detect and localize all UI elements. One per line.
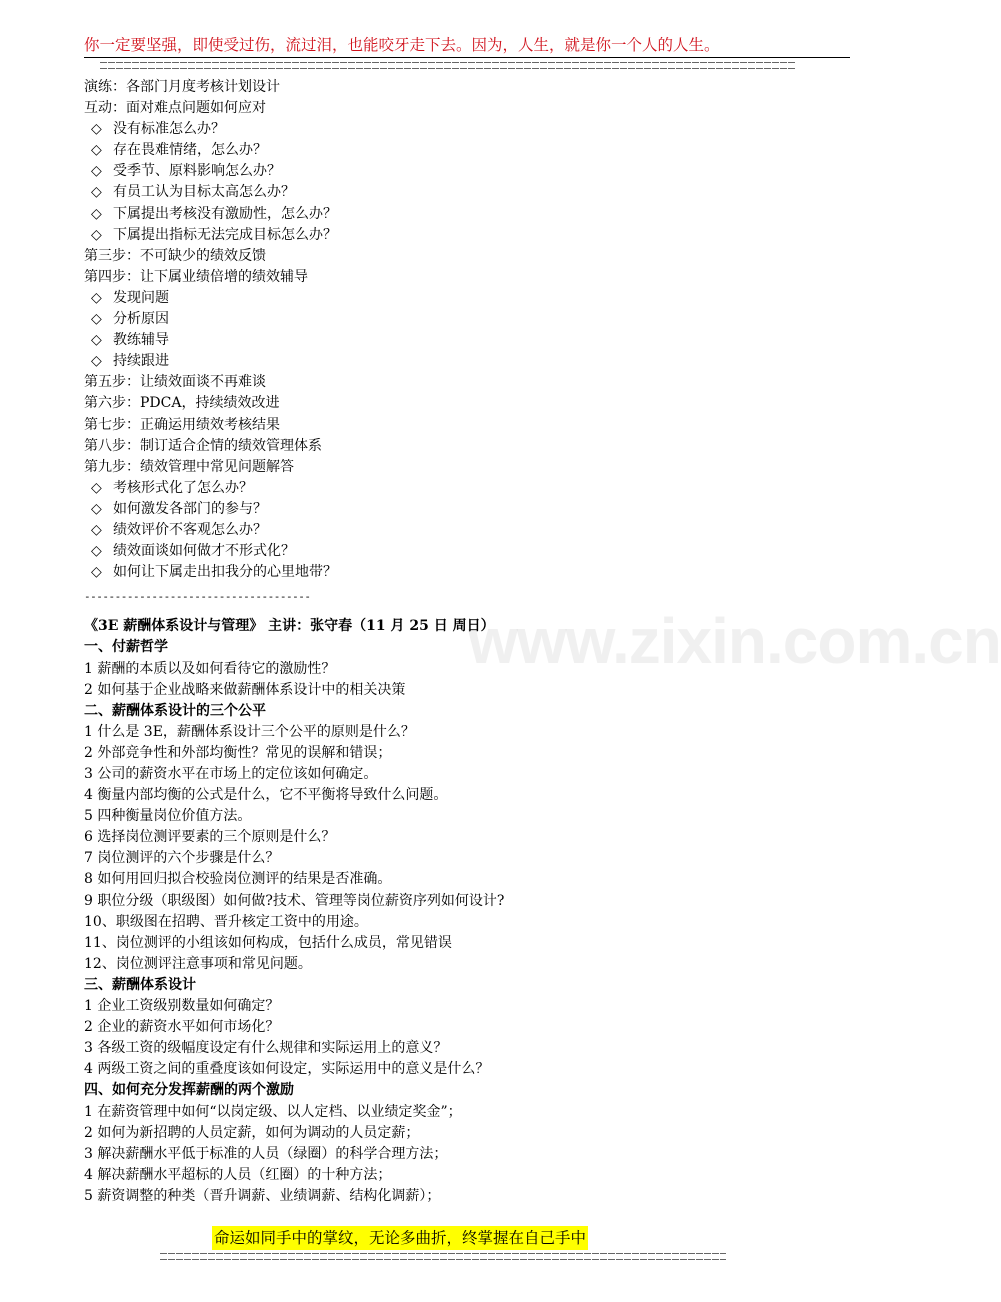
text-line: 1 什么是 3E，薪酬体系设计三个公平的原则是什么？	[84, 723, 415, 740]
footer-double-rule-gaps	[160, 1253, 726, 1260]
bullet-text: 存在畏难情绪，怎么办？	[113, 142, 267, 159]
bullet-item	[84, 140, 864, 161]
diamond-bullet-icon: ◇	[91, 521, 102, 538]
diamond-bullet-icon: ◇	[91, 353, 102, 370]
diamond-bullet-icon: ◇	[91, 142, 102, 159]
bullet-item	[84, 288, 864, 309]
text-line: 第六步：PDCA，持续绩效改进	[84, 395, 280, 412]
text-line: 4 两级工资之间的重叠度该如何设定，实际运用中的意义是什么？	[84, 1061, 490, 1078]
text-line: 3 解决薪酬水平低于标准的人员（绿圈）的科学合理方法；	[84, 1145, 448, 1162]
section-heading: 四、如何充分发挥薪酬的两个激励	[84, 1082, 294, 1099]
bullet-item	[84, 499, 864, 520]
watermark: www.zixin.com.cn	[468, 605, 1001, 677]
section-heading: 二、薪酬体系设计的三个公平	[84, 702, 266, 719]
bullet-text: 发现问题	[113, 289, 169, 306]
text-line: 12、岗位测评注意事项和常见问题。	[84, 955, 312, 972]
bullet-text: 如何激发各部门的参与？	[113, 500, 267, 517]
text-line: 第四步：让下属业绩倍增的绩效辅导	[84, 268, 308, 285]
diamond-bullet-icon: ◇	[91, 332, 102, 349]
text-line: 2 如何为新招聘的人员定薪，如何为调动的人员定薪；	[84, 1124, 420, 1141]
text-line: 第七步：正确运用绩效考核结果	[84, 416, 280, 433]
bullet-text: 下属提出考核没有激励性，怎么办？	[113, 205, 337, 222]
diamond-bullet-icon: ◇	[91, 121, 102, 138]
bullet-item	[84, 182, 864, 203]
bullet-item	[84, 161, 864, 182]
text-line: 4 衡量内部均衡的公式是什么，它不平衡将导致什么问题。	[84, 787, 448, 804]
bullet-item	[84, 351, 864, 372]
diamond-bullet-icon: ◇	[91, 543, 102, 560]
text-line: 互动：面对难点问题如何应对	[84, 100, 266, 117]
bullet-text: 没有标准怎么办？	[113, 121, 225, 138]
header-double-rule-gaps	[100, 61, 796, 69]
text-line: 3 公司的薪资水平在市场上的定位该如何确定。	[84, 766, 378, 782]
text-line: 第九步：绩效管理中常见问题解答	[84, 458, 294, 475]
bullet-item	[84, 204, 864, 225]
text-line: 1 企业工资级别数量如何确定？	[84, 998, 280, 1015]
bullet-text: 绩效评价不客观怎么办？	[113, 521, 267, 538]
diamond-bullet-icon: ◇	[91, 184, 102, 201]
text-line: 10、职级图在招聘、晋升核定工资中的用途。	[84, 913, 368, 930]
diamond-bullet-icon: ◇	[91, 163, 102, 180]
bullet-item	[84, 119, 864, 140]
bullet-text: 受季节、原料影响怎么办？	[113, 163, 281, 180]
section-heading: 《3E 薪酬体系设计与管理》 主讲：张守春（11 月 25 日 周日）	[84, 618, 495, 635]
footer-motto: 命运如同手中的掌纹，无论多曲折，终掌握在自己手中	[212, 1226, 588, 1250]
text-line: 5 四种衡量岗位价值方法。	[84, 808, 252, 825]
text-line: 2 企业的薪资水平如何市场化？	[84, 1019, 280, 1036]
diamond-bullet-icon: ◇	[91, 479, 102, 496]
text-line: 3 各级工资的级幅度设定有什么规律和实际运用上的意义？	[84, 1040, 448, 1057]
diamond-bullet-icon: ◇	[91, 564, 102, 581]
text-line: 1 在薪资管理中如何“以岗定级、以人定档、以业绩定奖金”；	[84, 1103, 462, 1120]
text-line: 第八步：制订适合企情的绩效管理体系	[84, 437, 322, 454]
bullet-item	[84, 330, 864, 351]
bullet-text: 分析原因	[113, 311, 169, 328]
header-rule	[84, 57, 850, 58]
text-line: 11、岗位测评的小组该如何构成，包括什么成员，常见错误	[84, 934, 452, 951]
bullet-text: 绩效面谈如何做才不形式化？	[113, 543, 295, 560]
spacer	[84, 604, 864, 616]
document-body	[84, 77, 864, 1207]
diamond-bullet-icon: ◇	[91, 289, 102, 306]
text-line: 1 薪酬的本质以及如何看待它的激励性？	[84, 660, 336, 677]
text-line: 2 外部竞争性和外部均衡性？常见的误解和错误；	[84, 744, 392, 761]
text-line: 2 如何基于企业战略来做薪酬体系设计中的相关决策	[84, 681, 406, 698]
bullet-item	[84, 478, 864, 499]
bullet-item	[84, 541, 864, 562]
text-line: 5 薪资调整的种类（晋升调薪、业绩调薪、结构化调薪）；	[84, 1187, 441, 1204]
text-line: 4 解决薪酬水平超标的人员（红圈）的十种方法；	[84, 1166, 392, 1183]
text-line: 8 如何用回归拟合校验岗位测评的结果是否准确。	[84, 871, 392, 888]
diamond-bullet-icon: ◇	[91, 205, 102, 222]
section-heading: 三、薪酬体系设计	[84, 976, 196, 993]
text-line: 演练：各部门月度考核计划设计	[84, 79, 280, 95]
text-line: 7 岗位测评的六个步骤是什么？	[84, 850, 280, 867]
dashed-separator: -------------------------------------	[84, 590, 311, 604]
bullet-text: 持续跟进	[113, 353, 169, 370]
text-line: 第五步：让绩效面谈不再难谈	[84, 374, 266, 391]
diamond-bullet-icon: ◇	[91, 226, 102, 243]
diamond-bullet-icon: ◇	[91, 311, 102, 328]
bullet-item	[84, 520, 864, 541]
diamond-bullet-icon: ◇	[91, 500, 102, 517]
bullet-item	[84, 225, 864, 246]
text-line: 6 选择岗位测评要素的三个原则是什么？	[84, 829, 336, 846]
bullet-text: 教练辅导	[113, 332, 169, 349]
bullet-item	[84, 309, 864, 330]
bullet-text: 下属提出指标无法完成目标怎么办？	[113, 226, 337, 243]
header-motto: 你一定要坚强，即使受过伤，流过泪，也能咬牙走下去。因为，人生，就是你一个人的人生。	[84, 36, 720, 54]
bullet-text: 如何让下属走出扣我分的心里地带？	[113, 564, 337, 581]
text-line: 第三步：不可缺少的绩效反馈	[84, 247, 266, 264]
bullet-text: 有员工认为目标太高怎么办？	[113, 184, 295, 201]
text-line: 9 职位分级（职级图）如何做?技术、管理等岗位薪资序列如何设计?	[84, 892, 505, 909]
bullet-text: 考核形式化了怎么办？	[113, 479, 253, 496]
section-heading: 一、付薪哲学	[84, 639, 168, 656]
bullet-item	[84, 562, 864, 583]
